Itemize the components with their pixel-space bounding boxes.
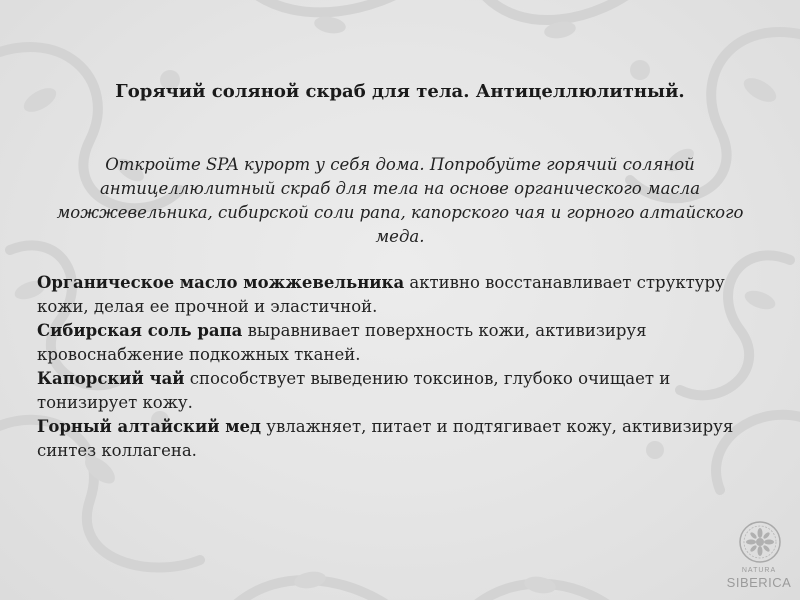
intro-text: Откройте SPA курорт у себя дома. Попробуйте горячий соляной антицеллюлитный скраб для тела на основе органического масла можжевельника, сибирской соли рапа, капорского чая и горного алтайского меда. bbox=[56, 155, 744, 246]
logo-text-siberica: SIBERICA bbox=[726, 575, 792, 590]
benefits-list bbox=[37, 271, 767, 463]
benefit-term: Капорский чай bbox=[37, 369, 185, 388]
benefit-item bbox=[37, 415, 767, 463]
benefit-term: Сибирская соль рапа bbox=[37, 321, 243, 340]
benefit-item bbox=[37, 271, 767, 319]
benefit-description: активно восстанавливает структуру кожи, делая ее прочной и эластичной. bbox=[37, 273, 725, 316]
natura-siberica-badge-icon bbox=[738, 520, 782, 564]
brand-logo bbox=[724, 518, 794, 598]
benefit-description: увлажняет, питает и подтягивает кожу, активизируя синтез коллагена. bbox=[37, 417, 734, 460]
benefit-term: Горный алтайский мед bbox=[37, 417, 262, 436]
benefit-description: способствует выведению токсинов, глубоко очищает и тонизирует кожу. bbox=[37, 369, 671, 412]
page-title: Горячий соляной скраб для тела. Антицеллюлитный. bbox=[115, 81, 685, 102]
benefit-term: Органическое масло можжевельника bbox=[37, 273, 405, 292]
benefit-item bbox=[37, 319, 767, 367]
logo-text-natura: NATURA bbox=[741, 567, 777, 574]
benefit-item bbox=[37, 367, 767, 415]
benefit-description: выравнивает поверхность кожи, активизируя кровоснабжение подкожных тканей. bbox=[37, 321, 647, 364]
